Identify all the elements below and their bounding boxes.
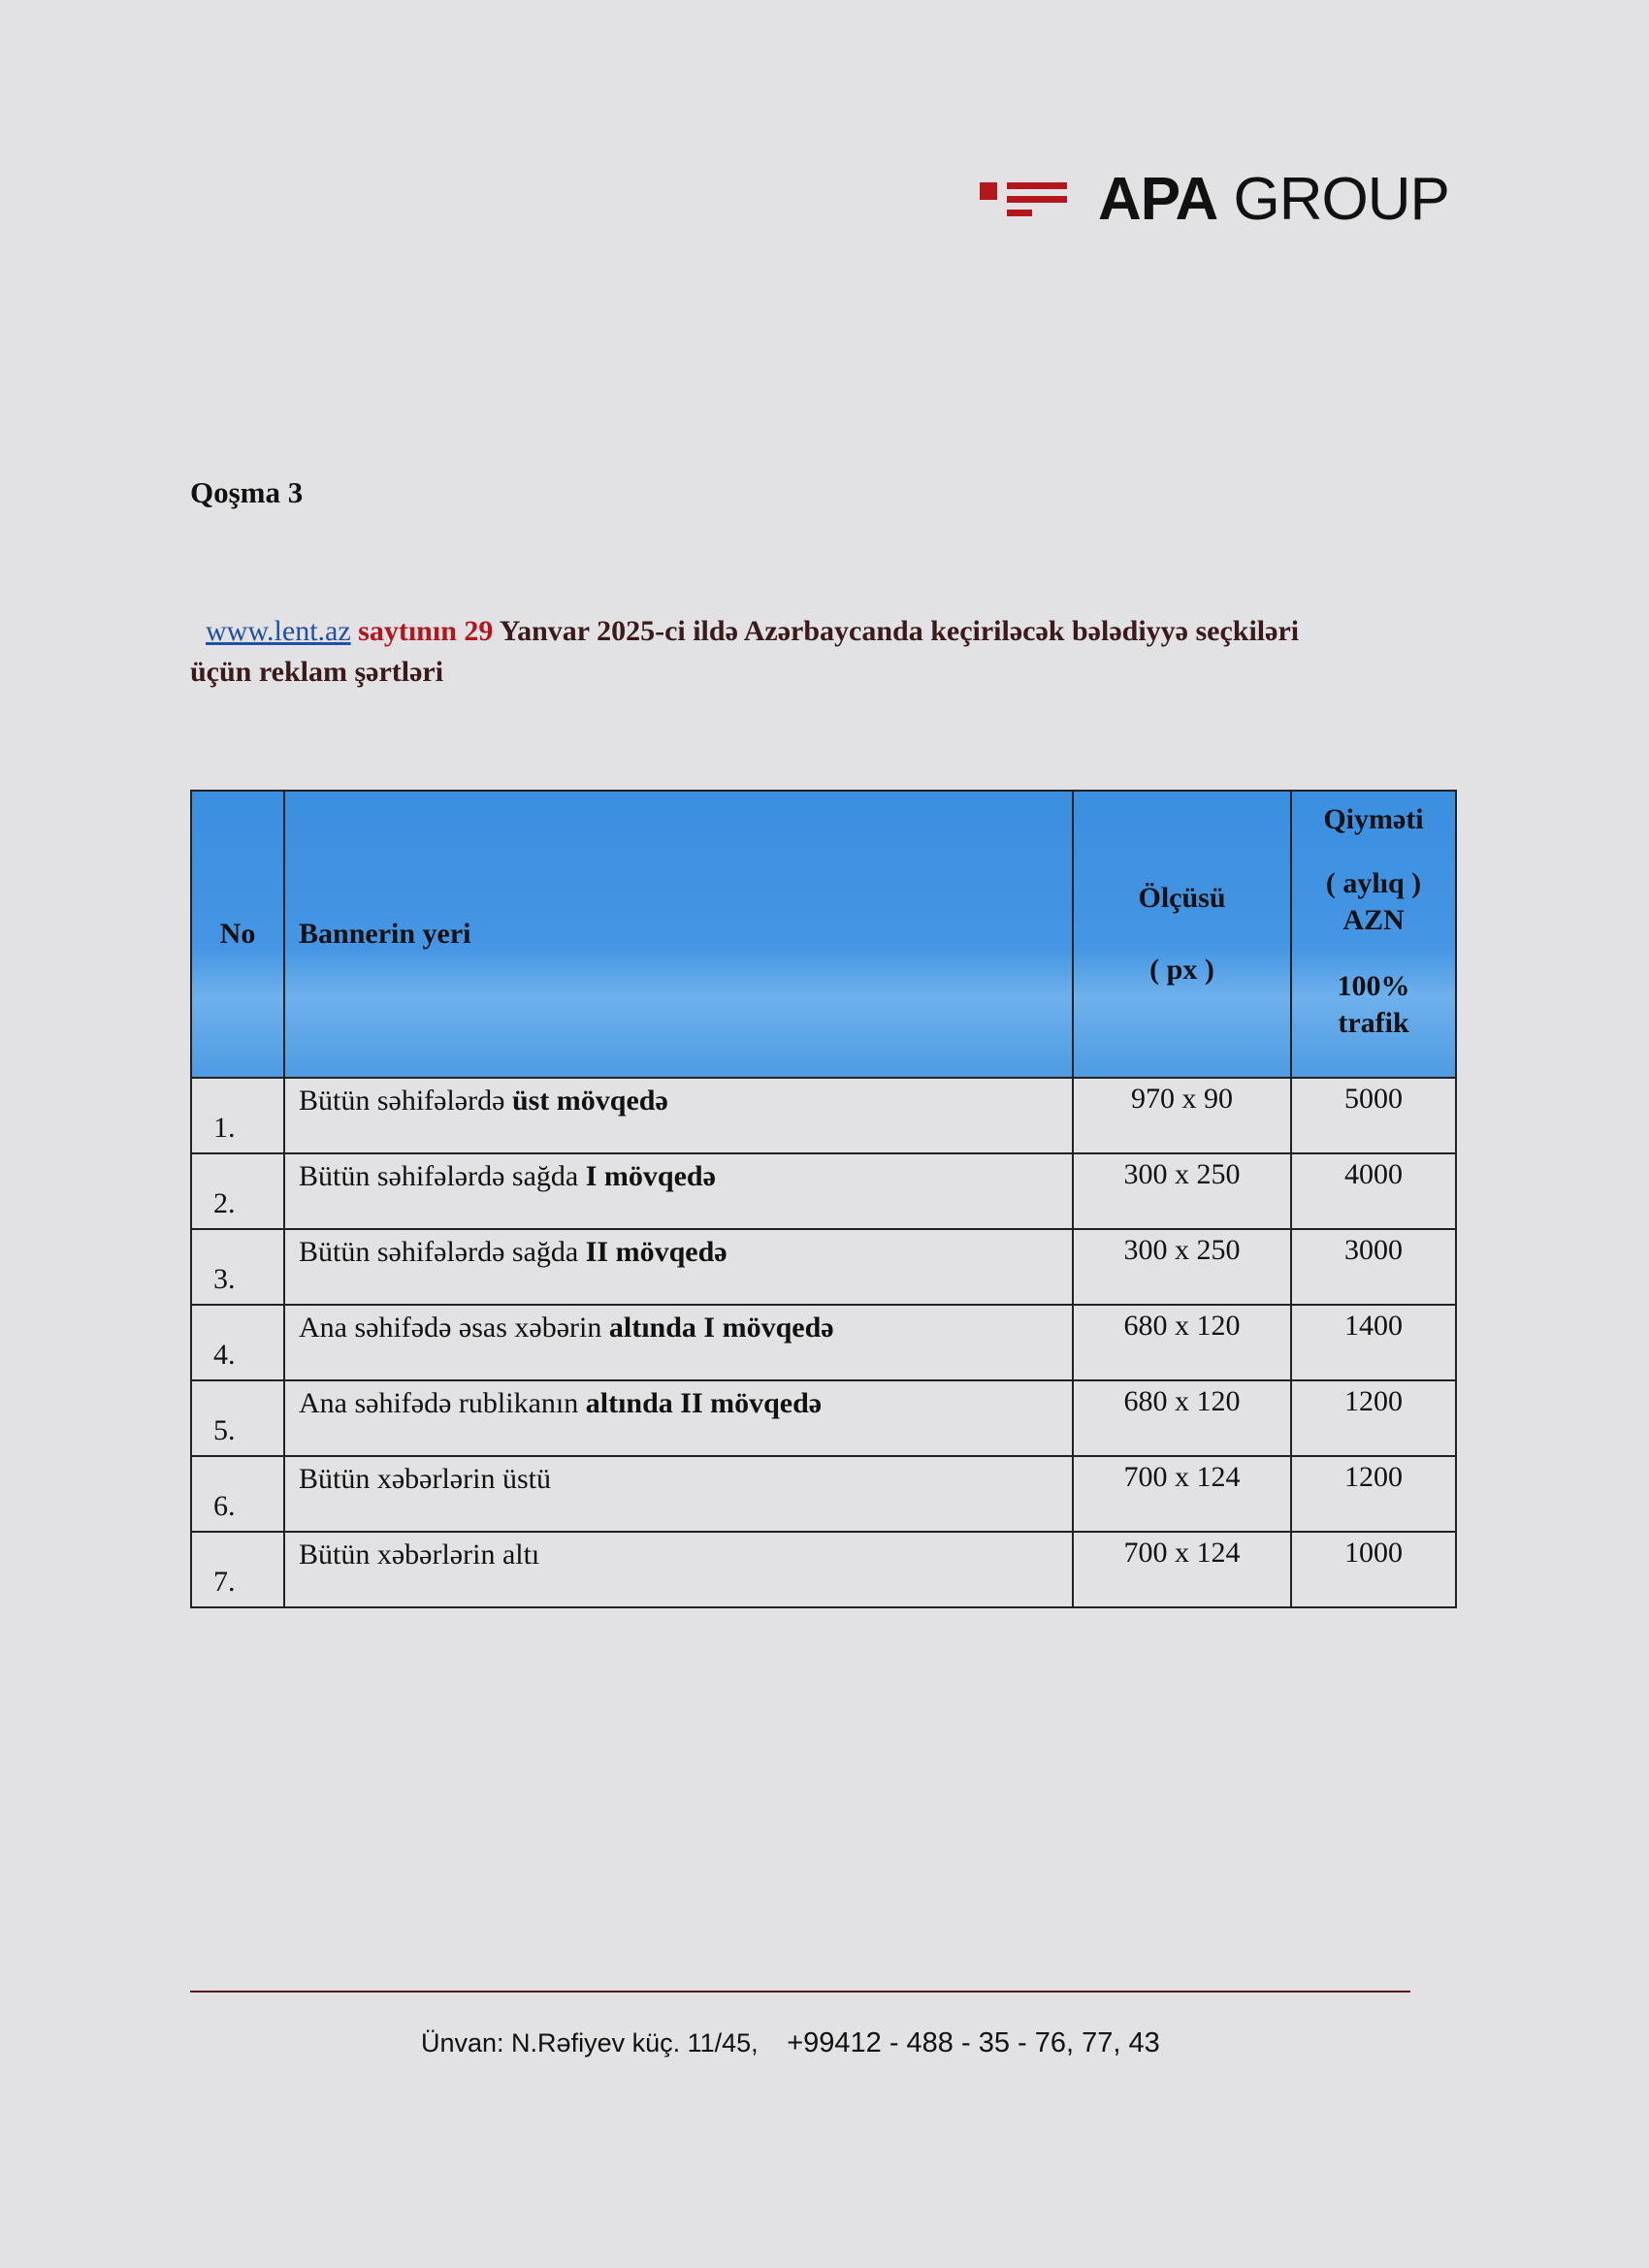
footer-divider bbox=[190, 1991, 1410, 1993]
price-header-line-1: Qiyməti bbox=[1323, 803, 1424, 835]
logo-text-light: GROUP bbox=[1233, 165, 1449, 233]
price-header-line-4: 100% bbox=[1337, 970, 1410, 1002]
banner-place bbox=[284, 1456, 1073, 1532]
banner-place-text: Bütün səhifələrdə bbox=[299, 1085, 512, 1117]
banner-price: 5000 bbox=[1291, 1078, 1456, 1153]
banner-place-text: Bütün səhifələrdə sağda bbox=[299, 1236, 586, 1268]
banner-place-text: Ana səhifədə rublikanın bbox=[299, 1387, 586, 1419]
table-row bbox=[191, 1153, 1456, 1229]
banner-place bbox=[284, 1305, 1073, 1380]
footer-contact bbox=[421, 2027, 1160, 2059]
banner-place bbox=[284, 1229, 1073, 1305]
banner-size: 300 x 250 bbox=[1073, 1153, 1291, 1229]
table-row bbox=[191, 1380, 1456, 1456]
banner-place-bold: altında II mövqedə bbox=[585, 1387, 823, 1419]
pricing-table bbox=[190, 790, 1457, 1608]
row-number: 4. bbox=[191, 1305, 284, 1380]
price-header-line-5: trafik bbox=[1338, 1007, 1409, 1039]
row-number: 2. bbox=[191, 1153, 284, 1229]
banner-price: 1400 bbox=[1291, 1305, 1456, 1380]
column-header-place: Bannerin yeri bbox=[284, 791, 1073, 1078]
banner-size: 700 x 124 bbox=[1073, 1456, 1291, 1532]
row-number: 7. bbox=[191, 1532, 284, 1607]
footer-address: Ünvan: N.Rəfiyev küç. 11/45, bbox=[421, 2028, 759, 2057]
banner-price: 1200 bbox=[1291, 1380, 1456, 1456]
logo-text bbox=[1098, 165, 1449, 234]
price-header-line-3: AZN bbox=[1342, 904, 1405, 936]
banner-place-text: Ana səhifədə əsas xəbərin bbox=[299, 1312, 609, 1344]
logo-text-bold: APA bbox=[1098, 165, 1218, 233]
intro-paragraph bbox=[190, 611, 1354, 693]
banner-place-text: Bütün xəbərlərin altı bbox=[299, 1539, 540, 1571]
price-header-line-2: ( aylıq ) bbox=[1325, 867, 1422, 899]
logo-mark-icon bbox=[980, 173, 1067, 225]
row-number: 5. bbox=[191, 1380, 284, 1456]
banner-place-text: Bütün xəbərlərin üstü bbox=[299, 1463, 551, 1495]
annex-title: Qoşma 3 bbox=[190, 475, 304, 509]
company-logo bbox=[980, 165, 1449, 233]
banner-price: 1000 bbox=[1291, 1532, 1456, 1607]
table-header-row bbox=[191, 791, 1456, 1078]
banner-size: 700 x 124 bbox=[1073, 1532, 1291, 1607]
column-header-price bbox=[1291, 791, 1456, 1078]
table-row bbox=[191, 1078, 1456, 1153]
column-header-size bbox=[1073, 791, 1291, 1078]
banner-place bbox=[284, 1532, 1073, 1607]
banner-place-bold: I mövqedə bbox=[585, 1160, 716, 1192]
size-header-line-1: Ölçüsü bbox=[1138, 882, 1226, 914]
banner-price: 3000 bbox=[1291, 1229, 1456, 1305]
banner-price: 4000 bbox=[1291, 1153, 1456, 1229]
intro-part-2: Yanvar 2025-ci ildə Azərbaycanda keçiriləcək bələdiyyə seçkiləri üçün reklam şərtləri bbox=[190, 615, 1300, 688]
table-row bbox=[191, 1229, 1456, 1305]
table-row bbox=[191, 1532, 1456, 1607]
row-number: 6. bbox=[191, 1456, 284, 1532]
banner-size: 300 x 250 bbox=[1073, 1229, 1291, 1305]
row-number: 1. bbox=[191, 1078, 284, 1153]
row-number: 3. bbox=[191, 1229, 284, 1305]
banner-place bbox=[284, 1153, 1073, 1229]
banner-place-bold: altında I mövqedə bbox=[608, 1312, 834, 1344]
footer-phone: +99412 - 488 - 35 - 76, 77, 43 bbox=[787, 2027, 1160, 2058]
table-row bbox=[191, 1305, 1456, 1380]
banner-price: 1200 bbox=[1291, 1456, 1456, 1532]
banner-place-bold: II mövqedə bbox=[585, 1236, 728, 1268]
banner-size: 680 x 120 bbox=[1073, 1380, 1291, 1456]
column-header-no: No bbox=[191, 791, 284, 1078]
banner-size: 680 x 120 bbox=[1073, 1305, 1291, 1380]
banner-place-text: Bütün səhifələrdə sağda bbox=[299, 1160, 586, 1192]
site-link[interactable]: www.lent.az bbox=[206, 615, 351, 647]
intro-part-1: saytının 29 bbox=[358, 615, 494, 647]
banner-size: 970 x 90 bbox=[1073, 1078, 1291, 1153]
banner-place-bold: üst mövqedə bbox=[511, 1085, 668, 1117]
table-row bbox=[191, 1456, 1456, 1532]
size-header-line-2: ( px ) bbox=[1149, 954, 1214, 986]
banner-place bbox=[284, 1380, 1073, 1456]
banner-place bbox=[284, 1078, 1073, 1153]
